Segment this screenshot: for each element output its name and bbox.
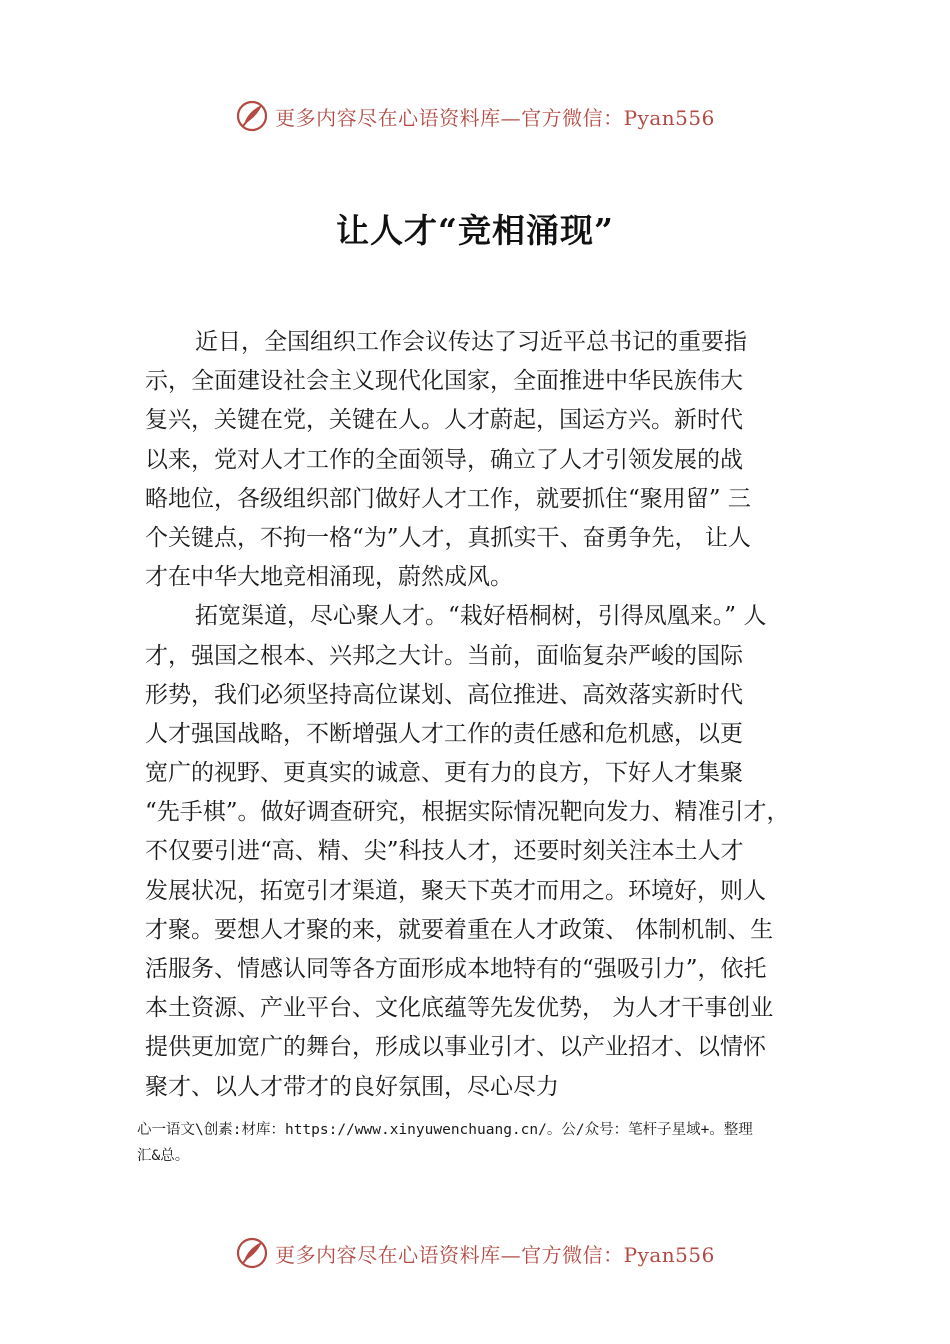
paragraph-2-line: 宽广的视野、更真实的诚意、更有力的良方，下好人才集聚 [145,760,743,787]
banner-text: 更多内容尽在心语资料库—官方微信：Pyan556 [275,105,715,130]
footer-banner [0,1233,950,1273]
paragraph-2-line: 发展状况，拓宽引才渠道，聚天下英才而用之。环境好，则人 [145,877,766,904]
quill-pen-logo-icon [235,1236,269,1270]
paragraph-1-line: 近日，全国组织工作会议传达了习近平总书记的重要指 [195,329,747,355]
paragraph-2-line: “先手棋”。做好调查研究，根据实际情况靶向发力、精准引才， [145,799,790,826]
paragraph-2-line: 本土资源、产业平台、文化底蕴等先发优势， 为人才干事创业 [145,995,774,1022]
paragraph-1-line: 略地位，各级组织部门做好人才工作，就要抓住“聚用留” 三 [145,485,751,512]
paragraph-2-line: 聚才、以人才带才的良好氛围，尽心尽力 [145,1073,559,1100]
paragraph-1-line: 示，全面建设社会主义现代化国家，全面推进中华民族伟大 [145,368,743,395]
header-banner [0,96,950,136]
quill-pen-logo-icon [235,99,269,133]
paragraph-2-line: 才聚。要想人才聚的来，就要着重在人才政策、 体制机制、生 [145,916,774,943]
paragraph-2-line: 提供更加宽广的舞台，形成以事业引才、以产业招才、以情怀 [145,1034,766,1061]
paragraph-2-line: 不仅要引进“高、精、尖”科技人才，还要时刻关注本土人才 [145,838,744,865]
footnote-line: 汇&总。 [137,1148,190,1164]
paragraph-1-line: 以来，党对人才工作的全面领导，确立了人才引领发展的战 [145,446,743,473]
paragraph-2-line: 活服务、情感认同等各方面形成本地特有的“强吸引力”，依托 [145,956,767,982]
paragraph-2-line: 拓宽渠道，尽心聚人才。“栽好梧桐树，引得凤凰来。” 人 [195,603,767,630]
paragraph-1-line: 个关键点，不拘一格“为”人才，真抓实干、奋勇争先， 让人 [145,524,751,551]
paragraph-2-line: 才，强国之根本、兴邦之大计。当前，面临复杂严峻的国际 [145,642,743,669]
article-body [145,323,835,1107]
footnote-line: 心一语文\创素:材库：https://www.xinyuwenchuang.cn/。公/众号：笔杆子星域+。整理 [137,1122,753,1138]
paragraph-2-line: 形势，我们必须坚持高位谋划、高位推进、高效落实新时代 [145,681,743,708]
paragraph-1-line: 复兴，关键在党，关键在人。人才蔚起，国运方兴。新时代 [145,407,743,434]
page-title: 让人才“竞相涌现” [336,211,614,250]
source-footnote [137,1117,837,1169]
paragraph-2-line: 人才强国战略，不断增强人才工作的责任感和危机感，以更 [145,720,743,747]
banner-text: 更多内容尽在心语资料库—官方微信：Pyan556 [275,1242,715,1267]
paragraph-1-line: 才在中华大地竞相涌现，蔚然成风。 [145,564,513,591]
